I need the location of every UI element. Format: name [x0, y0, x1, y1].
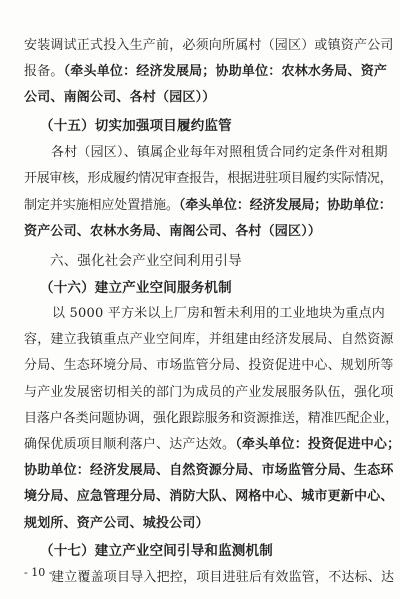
section-heading-15 — [40, 118, 232, 134]
text-run: 目落户各类问题协调，强化跟踪服务和资源推送，精准匹配企业， — [24, 411, 399, 426]
text-line-1 — [24, 38, 394, 54]
text-line-18 — [24, 489, 394, 505]
text-run-bold: （牵头单位：经济发展局；协助单位： — [178, 198, 392, 213]
section-heading-6 — [50, 253, 242, 269]
text-run: 开展审核，形成履约情况审查报告，根据进驻项目履约实际情况， — [24, 171, 393, 186]
text-run: 安装调试正式投入生产前，必须向所属村（园区）或镇资产公司 — [24, 38, 394, 53]
text-run-bold: 境分局、应急管理分局、消防大队、网格中心、城市更新中心、 — [24, 489, 394, 504]
text-line-17 — [24, 463, 394, 479]
text-line-6 — [24, 171, 392, 187]
text-line-2 — [24, 64, 387, 80]
text-line-7 — [24, 198, 392, 214]
text-line-8 — [24, 224, 321, 240]
heading-text: （十七）建立产业空间引导和监测机制 — [40, 543, 273, 559]
text-run-bold: 规划所、资产公司、城投公司） — [24, 516, 209, 531]
text-run-bold: 资产公司、农林水务局、南阁公司、各村（园区）） — [24, 224, 322, 239]
text-line-19 — [24, 516, 209, 532]
text-run: 报备。 — [24, 64, 64, 79]
text-line-21 — [51, 570, 394, 586]
text-line-15 — [24, 411, 398, 427]
text-run: 分局、生态环境分局、市场监管分局、投资促进中心、规划所等 — [24, 358, 394, 373]
text-run: 以 5000 平方米以上厂房和暂未利用的工业地块为重点内 — [52, 306, 385, 321]
text-run-bold: 协助单位：经济发展局、自然资源分局、市场监管分局、生态环 — [24, 463, 394, 478]
section-heading-16 — [40, 280, 232, 296]
heading-text: （十六）建立产业空间服务机制 — [40, 280, 232, 296]
text-line-5 — [51, 145, 388, 161]
text-run: 与产业发展密切相关的部门为成员的产业发展服务队伍，强化项 — [24, 385, 394, 400]
text-line-3 — [24, 90, 216, 106]
text-line-11 — [52, 306, 385, 322]
page-number: - 10 - — [24, 566, 53, 579]
text-run-bold: （牵头单位：投资促进中心； — [235, 437, 400, 452]
text-run: 确保优质项目顺利落户、达产达效。 — [24, 437, 236, 452]
text-line-16 — [24, 437, 400, 453]
heading-text: （十五）切实加强项目履约监管 — [40, 118, 232, 134]
text-run: 建立覆盖项目导入把控，项目进驻后有效监管，不达标、达 — [51, 570, 395, 585]
text-run: 制定并实施相应处置措施。 — [24, 198, 179, 213]
text-run-bold: 公司、南阁公司、各村（园区）） — [24, 90, 216, 105]
text-run: 容，建立我镇重点产业空间库，并组建由经济发展局、自然资源 — [24, 332, 394, 347]
text-line-14 — [24, 385, 394, 401]
text-run-bold: （牵头单位：经济发展局；协助单位：农林水务局、资产 — [63, 64, 388, 79]
heading-text: 六、强化社会产业空间利用引导 — [50, 253, 242, 269]
text-run: 各村（园区）、镇属企业每年对照租赁合同约定条件对租期 — [51, 145, 388, 160]
text-line-12 — [24, 332, 394, 348]
section-heading-17 — [40, 543, 273, 559]
text-line-13 — [24, 358, 394, 374]
